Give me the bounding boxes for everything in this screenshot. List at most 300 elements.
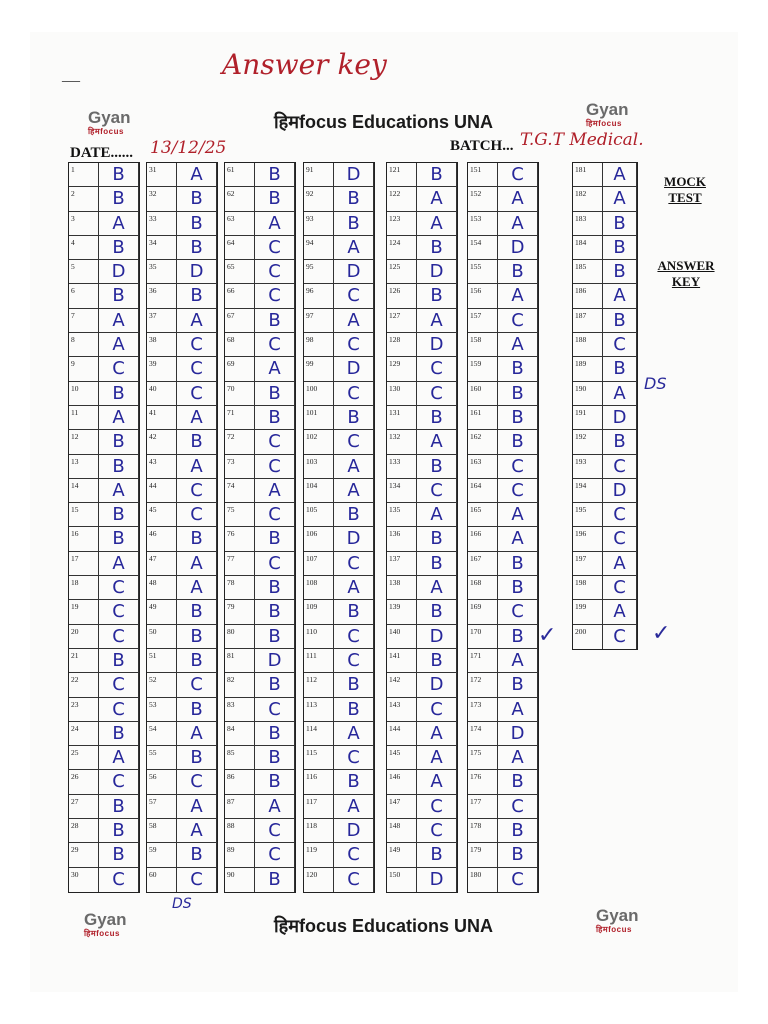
answer-row: [573, 600, 637, 624]
answer-row: [69, 187, 139, 211]
answer-row: [387, 770, 457, 794]
answer-row: [468, 819, 538, 843]
answer-row: [304, 722, 374, 746]
answer-row: [69, 309, 139, 333]
question-number: 38: [147, 333, 177, 356]
question-number: 172: [468, 673, 498, 696]
question-number: 130: [387, 382, 417, 405]
answer-letter: C: [334, 843, 374, 866]
question-number: 103: [304, 455, 334, 478]
answer-row: [69, 868, 139, 892]
question-number: 29: [69, 843, 99, 866]
answer-letter: B: [177, 649, 217, 672]
question-number: 108: [304, 576, 334, 599]
question-number: 39: [147, 357, 177, 380]
question-number: 91: [304, 163, 334, 186]
question-number: 37: [147, 309, 177, 332]
answer-letter: B: [99, 843, 139, 866]
answer-row: [387, 260, 457, 284]
answer-letter: A: [334, 455, 374, 478]
answer-letter: B: [177, 600, 217, 623]
answer-letter: C: [334, 382, 374, 405]
answer-letter: B: [99, 503, 139, 526]
answer-letter: C: [255, 552, 295, 575]
gyan-logo-bottom-right: Gyan हिमfocus: [596, 906, 639, 934]
answer-row: [225, 430, 295, 454]
question-number: 119: [304, 843, 334, 866]
answer-letter: A: [498, 527, 538, 550]
answer-row: [69, 600, 139, 624]
answer-row: [304, 357, 374, 381]
question-number: 13: [69, 455, 99, 478]
answer-letter: B: [498, 770, 538, 793]
answer-row: [468, 843, 538, 867]
question-number: 169: [468, 600, 498, 623]
answer-letter: A: [99, 746, 139, 769]
question-number: 64: [225, 236, 255, 259]
answer-letter: B: [603, 260, 637, 283]
question-number: 75: [225, 503, 255, 526]
question-number: 104: [304, 479, 334, 502]
answer-letter: D: [417, 673, 457, 696]
answer-letter: A: [177, 163, 217, 186]
question-number: 97: [304, 309, 334, 332]
question-number: 200: [573, 625, 603, 649]
answer-row: [147, 770, 217, 794]
question-number: 69: [225, 357, 255, 380]
question-number: 95: [304, 260, 334, 283]
answer-row: [69, 722, 139, 746]
answer-row: [304, 455, 374, 479]
answer-letter: A: [177, 552, 217, 575]
answer-letter: B: [99, 236, 139, 259]
answer-row: [69, 770, 139, 794]
answer-row: [304, 649, 374, 673]
question-number: 17: [69, 552, 99, 575]
answer-letter: A: [498, 746, 538, 769]
answer-letter: C: [498, 868, 538, 892]
question-number: 189: [573, 357, 603, 380]
answer-letter: B: [498, 625, 538, 648]
answer-row: [225, 260, 295, 284]
answer-letter: C: [603, 503, 637, 526]
question-number: 143: [387, 698, 417, 721]
question-number: 122: [387, 187, 417, 210]
question-number: 125: [387, 260, 417, 283]
answer-letter: C: [255, 819, 295, 842]
question-number: 133: [387, 455, 417, 478]
answer-row: [387, 430, 457, 454]
answer-row: [573, 576, 637, 600]
answer-row: [387, 795, 457, 819]
answer-letter: B: [417, 552, 457, 575]
answer-letter: B: [99, 722, 139, 745]
answer-letter: B: [177, 284, 217, 307]
question-number: 132: [387, 430, 417, 453]
question-number: 21: [69, 649, 99, 672]
question-number: 151: [468, 163, 498, 186]
question-number: 117: [304, 795, 334, 818]
question-number: 196: [573, 527, 603, 550]
answer-letter: C: [177, 503, 217, 526]
answer-row: [468, 770, 538, 794]
question-number: 36: [147, 284, 177, 307]
answer-letter: B: [99, 795, 139, 818]
answer-letter: C: [334, 333, 374, 356]
answer-letter: C: [177, 479, 217, 502]
question-number: 52: [147, 673, 177, 696]
answer-row: [69, 503, 139, 527]
answer-row: [387, 284, 457, 308]
answer-row: [225, 600, 295, 624]
answer-letter: B: [255, 746, 295, 769]
answer-row: [573, 309, 637, 333]
question-number: 175: [468, 746, 498, 769]
answer-row: [147, 406, 217, 430]
answer-column-4: [303, 162, 375, 893]
question-number: 41: [147, 406, 177, 429]
answer-column-3: [224, 162, 296, 893]
question-number: 6: [69, 284, 99, 307]
question-number: 49: [147, 600, 177, 623]
answer-letter: A: [255, 795, 295, 818]
question-number: 96: [304, 284, 334, 307]
answer-row: [225, 284, 295, 308]
answer-letter: A: [177, 722, 217, 745]
institute-name-top: हिमfocus Educations UNA: [274, 112, 494, 132]
question-number: 62: [225, 187, 255, 210]
question-number: 198: [573, 576, 603, 599]
answer-row: [304, 284, 374, 308]
pen-dash: —: [62, 70, 80, 90]
question-number: 173: [468, 698, 498, 721]
answer-row: [225, 746, 295, 770]
answer-row: [468, 236, 538, 260]
answer-row: [225, 819, 295, 843]
question-number: 179: [468, 843, 498, 866]
question-number: 177: [468, 795, 498, 818]
question-number: 192: [573, 430, 603, 453]
answer-row: [573, 455, 637, 479]
answer-row: [468, 673, 538, 697]
question-number: 89: [225, 843, 255, 866]
answer-row: [387, 479, 457, 503]
answer-row: [147, 503, 217, 527]
answer-letter: B: [498, 673, 538, 696]
answer-letter: C: [255, 843, 295, 866]
answer-letter: C: [417, 382, 457, 405]
answer-letter: A: [255, 212, 295, 235]
question-number: 116: [304, 770, 334, 793]
answer-letter: C: [498, 455, 538, 478]
question-number: 152: [468, 187, 498, 210]
question-number: 26: [69, 770, 99, 793]
answer-row: [69, 406, 139, 430]
answer-row: [387, 600, 457, 624]
answer-letter: A: [498, 649, 538, 672]
answer-row: [573, 333, 637, 357]
answer-row: [147, 843, 217, 867]
answer-letter: B: [603, 212, 637, 235]
answer-letter: B: [498, 576, 538, 599]
answer-row: [69, 163, 139, 187]
question-number: 182: [573, 187, 603, 210]
answer-letter: B: [99, 187, 139, 210]
question-number: 22: [69, 673, 99, 696]
answer-row: [468, 430, 538, 454]
answer-row: [387, 212, 457, 236]
question-number: 186: [573, 284, 603, 307]
answer-row: [225, 722, 295, 746]
answer-row: [225, 673, 295, 697]
answer-letter: A: [99, 479, 139, 502]
question-number: 145: [387, 746, 417, 769]
answer-row: [468, 600, 538, 624]
answer-row: [225, 503, 295, 527]
answer-row: [387, 843, 457, 867]
answer-row: [387, 527, 457, 551]
answer-letter: B: [255, 600, 295, 623]
answer-row: [573, 430, 637, 454]
answer-letter: B: [417, 843, 457, 866]
answer-letter: C: [498, 795, 538, 818]
answer-row: [304, 309, 374, 333]
question-number: 25: [69, 746, 99, 769]
answer-letter: A: [417, 187, 457, 210]
answer-row: [304, 406, 374, 430]
answer-letter: A: [99, 406, 139, 429]
question-number: 167: [468, 552, 498, 575]
answer-letter: A: [498, 333, 538, 356]
answer-letter: B: [498, 357, 538, 380]
question-number: 126: [387, 284, 417, 307]
answer-letter: B: [255, 770, 295, 793]
answer-letter: D: [255, 649, 295, 672]
answer-row: [147, 260, 217, 284]
question-number: 148: [387, 819, 417, 842]
question-number: 63: [225, 212, 255, 235]
answer-row: [304, 746, 374, 770]
question-number: 20: [69, 625, 99, 648]
answer-letter: A: [417, 309, 457, 332]
question-number: 35: [147, 260, 177, 283]
question-number: 115: [304, 746, 334, 769]
answer-letter: A: [498, 212, 538, 235]
question-number: 124: [387, 236, 417, 259]
answer-row: [573, 503, 637, 527]
question-number: 142: [387, 673, 417, 696]
answer-letter: C: [603, 576, 637, 599]
answer-letter: C: [417, 819, 457, 842]
answer-row: [69, 843, 139, 867]
question-number: 66: [225, 284, 255, 307]
question-number: 139: [387, 600, 417, 623]
answer-row: [468, 479, 538, 503]
answer-letter: B: [255, 382, 295, 405]
answer-row: [225, 406, 295, 430]
answer-letter: C: [255, 455, 295, 478]
answer-row: [225, 187, 295, 211]
answer-letter: D: [417, 333, 457, 356]
answer-row: [468, 163, 538, 187]
question-number: 128: [387, 333, 417, 356]
answer-letter: C: [177, 333, 217, 356]
answer-row: [147, 527, 217, 551]
question-number: 107: [304, 552, 334, 575]
question-number: 19: [69, 600, 99, 623]
question-number: 80: [225, 625, 255, 648]
answer-row: [69, 333, 139, 357]
answer-row: [225, 625, 295, 649]
question-number: 45: [147, 503, 177, 526]
question-number: 31: [147, 163, 177, 186]
answer-row: [387, 503, 457, 527]
answer-row: [468, 698, 538, 722]
answer-row: [468, 212, 538, 236]
answer-letter: A: [177, 819, 217, 842]
question-number: 57: [147, 795, 177, 818]
answer-letter: D: [334, 260, 374, 283]
question-number: 67: [225, 309, 255, 332]
question-number: 1: [69, 163, 99, 186]
question-number: 8: [69, 333, 99, 356]
answer-row: [225, 309, 295, 333]
answer-letter: A: [417, 722, 457, 745]
answer-row: [225, 382, 295, 406]
question-number: 77: [225, 552, 255, 575]
question-number: 92: [304, 187, 334, 210]
answer-row: [468, 357, 538, 381]
answer-letter: C: [255, 698, 295, 721]
answer-row: [147, 430, 217, 454]
answer-letter: C: [99, 576, 139, 599]
answer-row: [387, 309, 457, 333]
question-number: 141: [387, 649, 417, 672]
question-number: 53: [147, 698, 177, 721]
answer-letter: B: [99, 819, 139, 842]
question-number: 33: [147, 212, 177, 235]
mock-test-label: MOCK TEST: [664, 174, 706, 205]
answer-letter: C: [177, 382, 217, 405]
answer-letter: B: [255, 625, 295, 648]
answer-row: [147, 212, 217, 236]
answer-letter: B: [255, 722, 295, 745]
answer-letter: C: [417, 698, 457, 721]
answer-row: [147, 722, 217, 746]
answer-row: [147, 357, 217, 381]
answer-column-6: [467, 162, 539, 893]
answer-letter: B: [177, 527, 217, 550]
question-number: 150: [387, 868, 417, 892]
question-number: 176: [468, 770, 498, 793]
answer-letter: C: [177, 770, 217, 793]
question-number: 191: [573, 406, 603, 429]
answer-row: [573, 163, 637, 187]
answer-letter: B: [334, 770, 374, 793]
answer-row: [468, 649, 538, 673]
handwritten-title: Answer key: [222, 48, 387, 81]
answer-letter: D: [498, 722, 538, 745]
answer-letter: C: [99, 770, 139, 793]
answer-row: [69, 795, 139, 819]
answer-letter: C: [603, 527, 637, 550]
answer-row: [468, 382, 538, 406]
question-number: 51: [147, 649, 177, 672]
question-number: 197: [573, 552, 603, 575]
answer-letter: B: [603, 236, 637, 259]
answer-row: [387, 819, 457, 843]
question-number: 184: [573, 236, 603, 259]
question-number: 161: [468, 406, 498, 429]
answer-letter: A: [177, 406, 217, 429]
answer-row: [468, 576, 538, 600]
answer-letter: B: [99, 649, 139, 672]
question-number: 59: [147, 843, 177, 866]
answer-row: [304, 479, 374, 503]
question-number: 170: [468, 625, 498, 648]
question-number: 2: [69, 187, 99, 210]
answer-letter: A: [99, 552, 139, 575]
answer-row: [225, 698, 295, 722]
institute-name-bottom: हिमfocus Educations UNA: [274, 916, 494, 936]
answer-row: [304, 333, 374, 357]
answer-row: [304, 843, 374, 867]
question-number: 27: [69, 795, 99, 818]
question-number: 71: [225, 406, 255, 429]
question-number: 90: [225, 868, 255, 892]
answer-row: [387, 236, 457, 260]
answer-row: [304, 698, 374, 722]
answer-letter: A: [498, 187, 538, 210]
answer-letter: B: [417, 284, 457, 307]
question-number: 79: [225, 600, 255, 623]
answer-letter: B: [99, 430, 139, 453]
answer-letter: C: [417, 795, 457, 818]
question-number: 47: [147, 552, 177, 575]
answer-letter: C: [334, 552, 374, 575]
answer-row: [225, 455, 295, 479]
answer-letter: C: [334, 284, 374, 307]
question-number: 190: [573, 382, 603, 405]
answer-row: [225, 357, 295, 381]
answer-row: [147, 309, 217, 333]
answer-letter: B: [498, 430, 538, 453]
question-number: 34: [147, 236, 177, 259]
answer-letter: A: [417, 503, 457, 526]
answer-row: [147, 649, 217, 673]
answer-row: [69, 625, 139, 649]
answer-letter: A: [255, 357, 295, 380]
question-number: 180: [468, 868, 498, 892]
answer-letter: B: [334, 673, 374, 696]
question-number: 42: [147, 430, 177, 453]
question-number: 112: [304, 673, 334, 696]
answer-row: [387, 357, 457, 381]
question-number: 162: [468, 430, 498, 453]
answer-letter: A: [177, 309, 217, 332]
answer-letter: A: [334, 309, 374, 332]
answer-letter: B: [99, 527, 139, 550]
question-number: 72: [225, 430, 255, 453]
question-number: 87: [225, 795, 255, 818]
answer-row: [387, 455, 457, 479]
answer-row: [225, 236, 295, 260]
answer-letter: C: [498, 163, 538, 186]
question-number: 46: [147, 527, 177, 550]
answer-row: [225, 795, 295, 819]
question-number: 154: [468, 236, 498, 259]
question-number: 82: [225, 673, 255, 696]
